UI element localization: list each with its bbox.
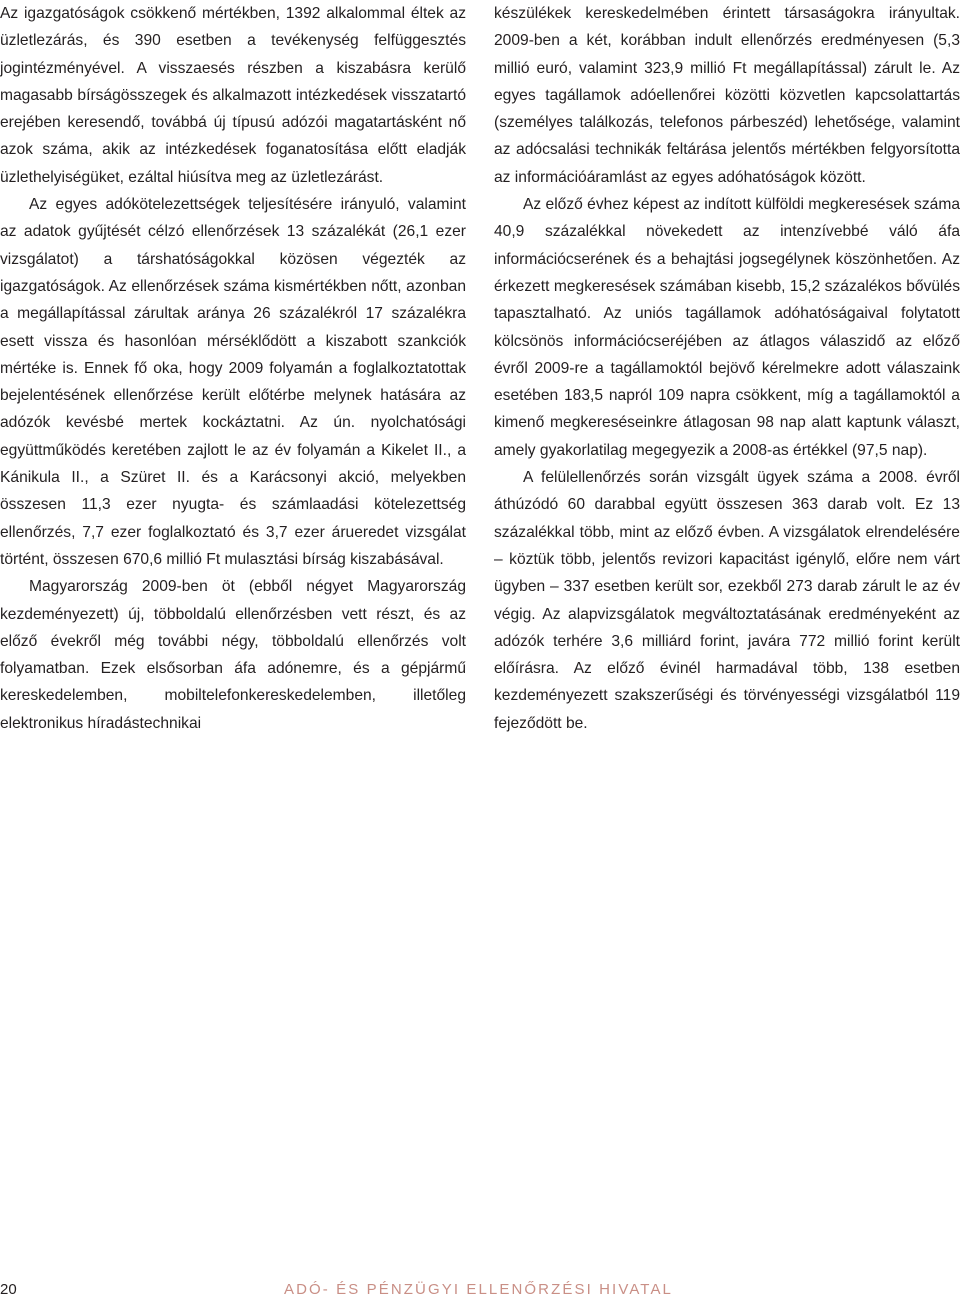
left-column (0, 0, 466, 737)
left-paragraph-1: Az igazgatóságok csökkenő mértékben, 1392 alkalommal éltek az üzletlezárás, és 390 esetben a tevékenység felfüggesztés jogintézményével. A visszaesés részben a kiszabásra kerülő magasabb bírságösszegek és alkalmazott intézkedések visszatartó erejében keresendő, továbbá új típusú adózói magatartásként nő azok száma, akik az intézkedések foganatosítása előtt eladják üzlethelyiségüket, ezáltal hiúsítva meg az üzletlezárást. (0, 5, 466, 186)
footer-publisher: ADÓ- ÉS PÉNZÜGYI ELLENŐRZÉSI HIVATAL (284, 1281, 674, 1298)
right-column (494, 0, 960, 737)
right-paragraph-3: A felülellenőrzés során vizsgált ügyek száma a 2008. évről áthúzódó 60 darabbal együtt összesen 363 darab volt. Ez 13 százalékkal több, mint az előző évben. A vizsgálatok elrendelésére – köztük több, jelentős revizori kapacitást igénylő, előre nem várt ügyben – 337 esetben került sor, ezekből 273 darab zárult le az év végig. Az alapvizsgálatok megváltoztatásának eredményeként az adózók terhére 3,6 milliárd forint, javára 772 millió forint került előírásra. Az előző évinél harmadával több, 138 esetben kezdeményezett szakszerűségi és törvényességi vizsgálatból 119 fejeződött be. (494, 469, 960, 732)
right-paragraph-1: készülékek kereskedelmében érintett társaságokra irányultak. 2009-ben a két, korábban indult ellenőrzés eredményesen (5,3 millió euró, valamint 323,9 millió Ft megállapítással) zárult le. Az egyes tagállamok adóellenőrei közötti közvetlen kapcsolattartás (személyes találkozás, telefonos párbeszéd) lehetősége, valamint az adócsalási technikák feltárása jelentős mértékben felgyorsította az információáramlást az egyes adóhatóságok között. (494, 5, 960, 186)
left-paragraph-2: Az egyes adókötelezettségek teljesítésére irányuló, valamint az adatok gyűjtését célzó ellenőrzések 13 százalékát (26,1 ezer vizsgálatot) a társhatóságokkal közösen végezték az igazgatóságok. Az ellenőrzések száma kismértékben nőtt, azonban a megállapítással zárultak aránya 26 százalékról 17 százalékra esett vissza és hasonlóan mérséklődött a kiszabott szankciók mértéke is. Ennek fő oka, hogy 2009 folyamán a foglalkoztatottak bejelentésének ellenőrzése került előtérbe melynek hatására az adózók kevésbé mertek kockáztatni. Az ún. nyolchatósági együttműködés keretében zajlott le az év folyamán a Kikelet II., a Kánikula II., a Szüret II. és a Karácsonyi akció, melyekben összesen 11,3 ezer nyugta- és számlaadási kötelezettség ellenőrzés, 7,7 ezer foglalkoztató és 3,7 ezer árueredet vizsgálat történt, összesen 670,6 millió Ft mulasztási bírság kiszabásával. (0, 196, 466, 568)
page-number: 20 (0, 1281, 17, 1298)
left-paragraph-3: Magyarország 2009-ben öt (ebből négyet Magyarország kezdeményezett) új, többoldalú ellenőrzésben vett részt, és az előző évekről még további négy, többoldalú ellenőrzés volt folyamatban. Ezek elsősorban áfa adónemre, és a gépjármű kereskedelemben, mobiltelefonkereskedelemben, illetőleg elektronikus híradástechnikai (0, 578, 466, 732)
right-paragraph-2: Az előző évhez képest az indított külföldi megkeresések száma 40,9 százalékkal növekedett az intenzívebbé váló áfa információcserének és a behajtási jogsegélynek köszönhetően. Az érkezett megkeresések számában kisebb, 15,2 százalékos bővülés tapasztalható. Az uniós tagállamok adóhatóságaival folytatott kölcsönös információcseréjében az átlagos válaszidő az előző évről 2009-re a tagállamoktól bejövő kérelmekre adott válaszaink esetében 183,5 napról 109 napra csökkent, míg a tagállamoktól a kimenő megkereséseinkre átlagosan 98 nap alatt kaptunk választ, amely gyakorlatilag megegyezik a 2008-as értékkel (97,5 nap). (494, 196, 960, 459)
